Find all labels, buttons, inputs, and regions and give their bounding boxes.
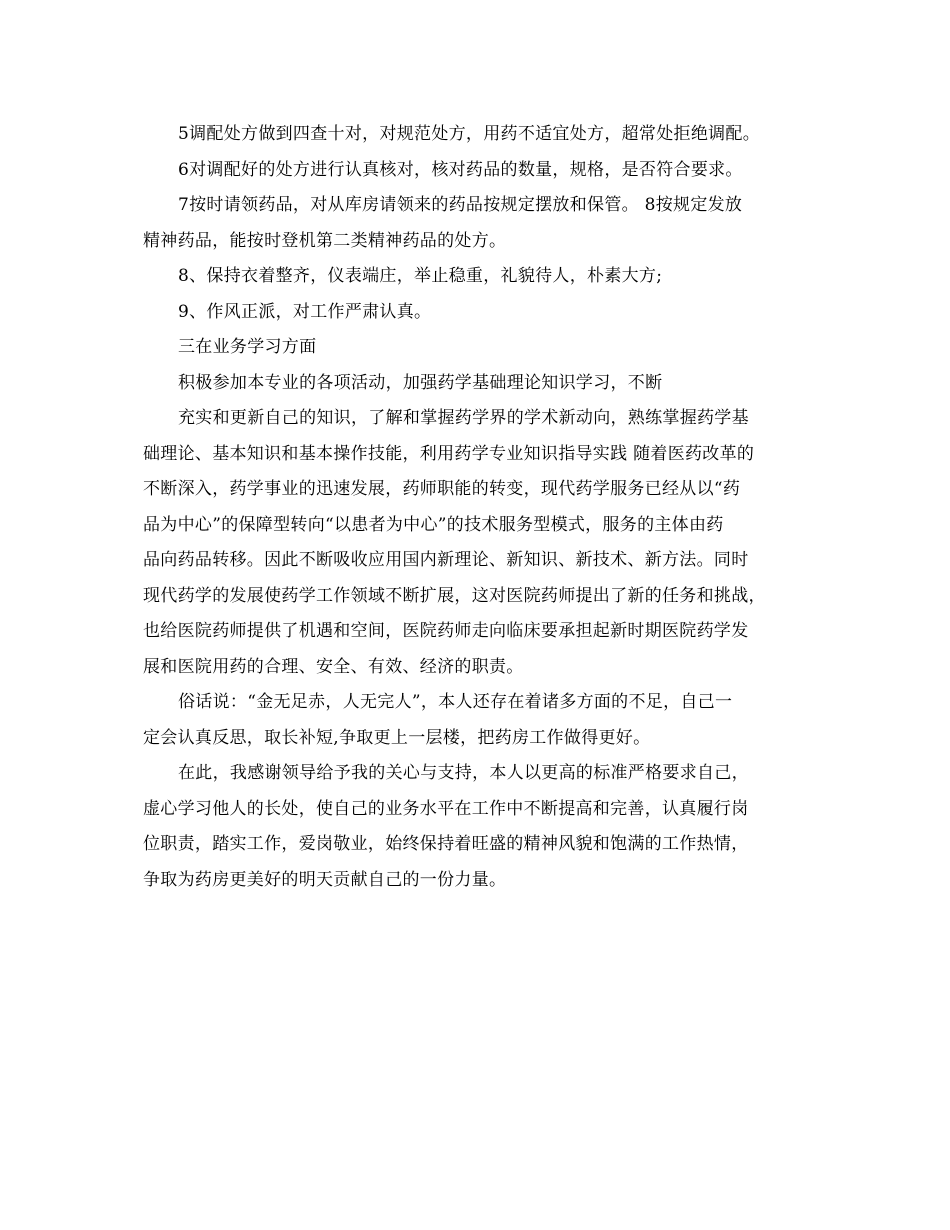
text-line: 充实和更新自己的知识，了解和掌握药学界的学术新动向，熟练掌握药学基: [178, 408, 749, 428]
text-line: 不断深入，药学事业的迅速发展，药师职能的转变，现代药学服务已经从以“药: [143, 479, 741, 499]
text-line: 9、作风正派，对工作严肃认真。: [178, 301, 432, 322]
text-line: 5调配处方做到四查十对，对规范处方，用药不适宜处方，超常处拒绝调配。: [178, 124, 761, 144]
text-line: 8、保持衣着整齐，仪表端庄，举止稳重，礼貌待人，朴素大方;: [178, 266, 663, 286]
text-line: 位职责，踏实工作，爱岗敬业，始终保持着旺盛的精神风貌和饱满的工作热情，: [143, 834, 749, 854]
text-line: 也给医院药师提供了机遇和空间，医院药师走向临床要承担起新时期医院药学发: [143, 621, 749, 641]
text-line: 定会认真反思，取长补短,争取更上一层楼，把药房工作做得更好。: [143, 727, 651, 748]
text-line: 7按时请领药品，对从库房请领来的药品按规定摆放和保管。 8按规定发放: [178, 195, 743, 215]
text-line: 展和医院用药的合理、安全、有效、经济的职责。: [143, 656, 524, 677]
text-line: 础理论、基本知识和基本操作技能，利用药学专业知识指导实践 随着医药改革的: [143, 443, 755, 464]
text-line: 品为中心”的保障型转向“以患者为中心”的技术服务型模式，服务的主体由药: [143, 514, 724, 535]
text-line: 在此，我感谢领导给予我的关心与支持，本人以更高的标准严格要求自己，: [178, 763, 749, 783]
text-line: 6对调配好的处方进行认真核对，核对药品的数量，规格，是否符合要求。: [178, 159, 743, 180]
document-body: [143, 117, 808, 898]
text-line: 品向药品转移。因此不断吸收应用国内新理论、新知识、新技术、新方法。同时: [143, 550, 749, 570]
text-line: 俗话说：“金无足赤，人无完人”，本人还存在着诸多方面的不足，自己一: [178, 692, 733, 712]
text-line: 现代药学的发展使药学工作领域不断扩展，这对医院药师提出了新的任务和挑战，: [143, 585, 766, 606]
text-line: 精神药品，能按时登机第二类精神药品的处方。: [143, 230, 507, 251]
text-line: 虚心学习他人的长处，使自己的业务水平在工作中不断提高和完善，认真履行岗: [143, 798, 749, 819]
text-line: 争取为药房更美好的明天贡献自己的一份力量。: [143, 869, 507, 890]
text-line: 积极参加本专业的各项活动，加强药学基础理论知识学习，不断: [178, 372, 663, 393]
text-line: 三在业务学习方面: [178, 337, 317, 357]
